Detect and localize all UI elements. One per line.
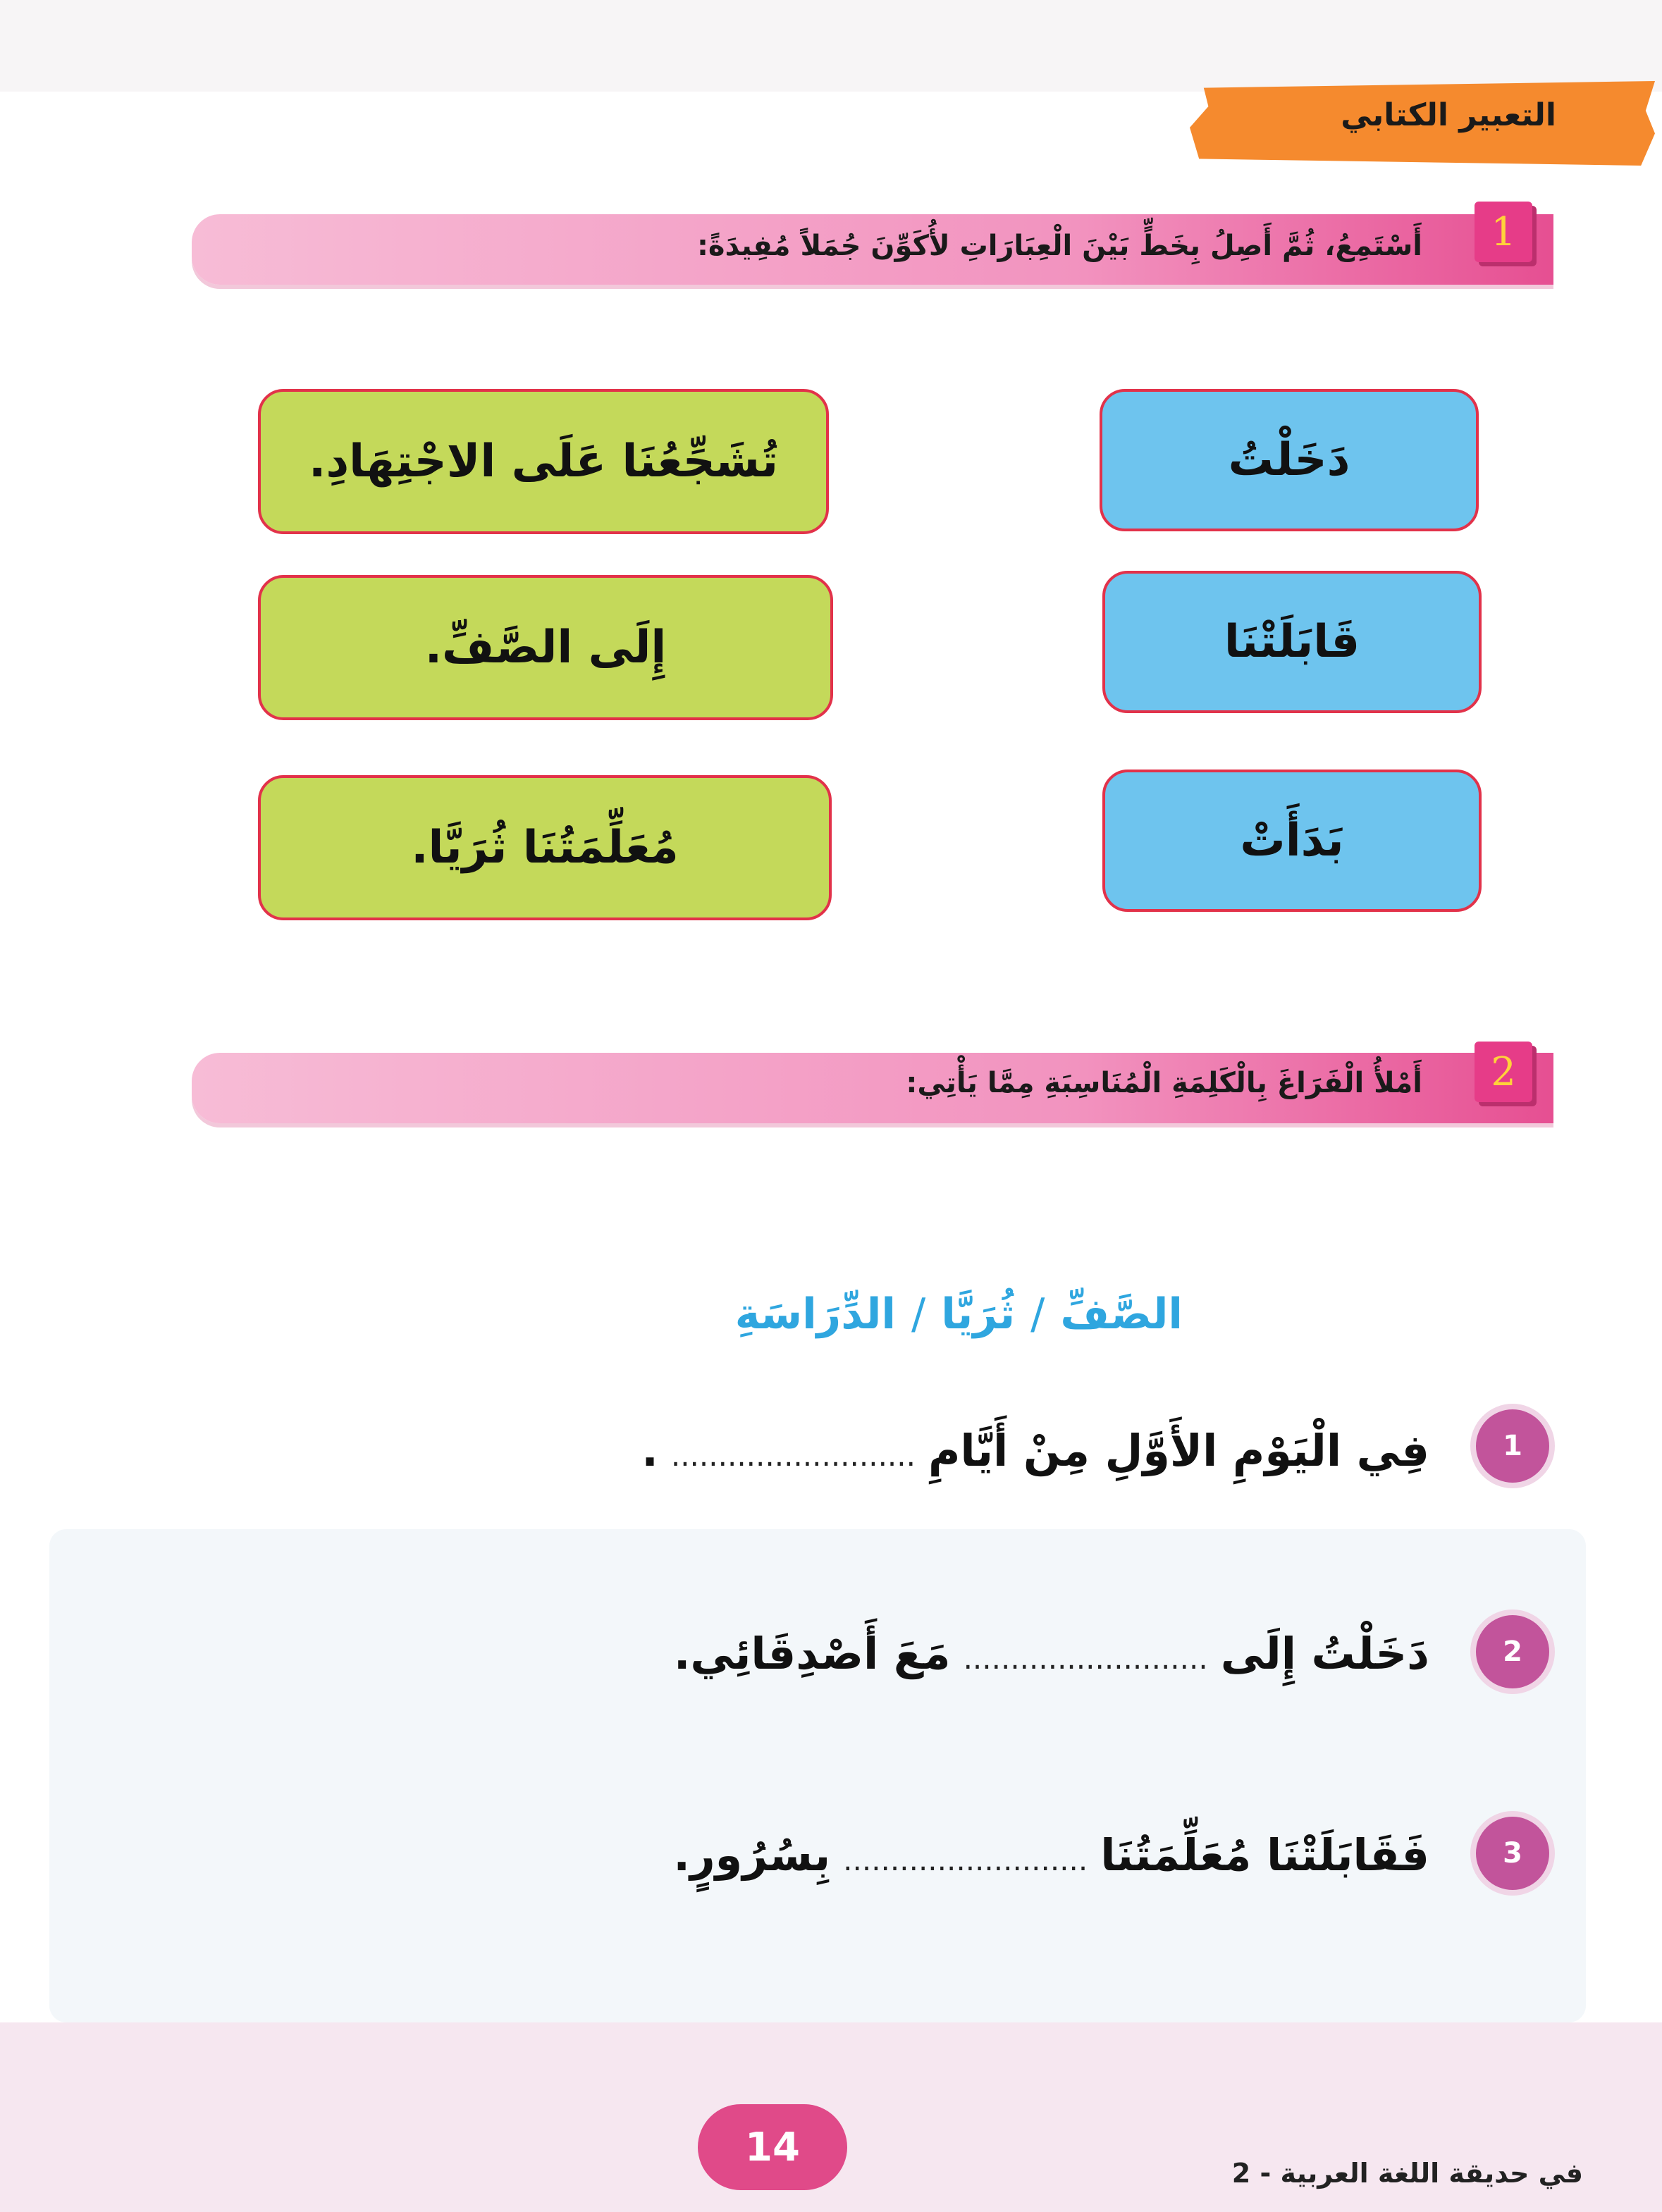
word-bank-word: ثُرَيَّا xyxy=(941,1290,1016,1339)
sentence-text: فِي الْيَوْمِ الأَوَّلِ مِنْ أَيَّامِ xyxy=(928,1425,1429,1476)
fill-blank-sentence xyxy=(674,1628,1429,1679)
question-2-number: 2 xyxy=(1475,1042,1532,1102)
page-number: 14 xyxy=(698,2104,847,2190)
word-bank-separator: / xyxy=(1030,1290,1045,1339)
match-left-item[interactable]: دَخَلْتُ xyxy=(1100,389,1479,531)
blank-line[interactable]: .......................... xyxy=(963,1641,1208,1676)
question-1-instruction: أَسْتَمِعُ، ثُمَّ أَصِلُ بِخَطٍّ بَيْنَ الْعِبَارَاتِ لأُكَوِّنَ جُمَلاً مُفِيدَةً: xyxy=(696,230,1422,262)
fill-blank-sentence xyxy=(641,1425,1429,1476)
section-title: التعبير الكتابي xyxy=(1341,97,1556,133)
match-left-item[interactable]: بَدَأَتْ xyxy=(1102,770,1482,912)
faint-background-panel xyxy=(49,1529,1586,2022)
sentence-number-badge: 2 xyxy=(1476,1615,1549,1688)
word-bank-word: الدِّرَاسَةِ xyxy=(734,1290,896,1339)
sentence-number-badge: 1 xyxy=(1476,1409,1549,1483)
sentence-text: مَعَ أَصْدِقَائِي. xyxy=(673,1628,951,1679)
match-right-item[interactable]: مُعَلِّمَتُنَا ثُرَيَّا. xyxy=(258,775,832,920)
word-bank-word: الصَّفِّ xyxy=(1060,1290,1183,1339)
match-right-item[interactable]: تُشَجِّعُنَا عَلَى الاجْتِهَادِ. xyxy=(258,389,829,534)
question-1-number: 1 xyxy=(1475,202,1532,262)
word-bank-separator: / xyxy=(911,1290,926,1339)
match-right-item[interactable]: إِلَى الصَّفِّ. xyxy=(258,575,833,720)
book-title: في حديقة اللغة العربية - 2 xyxy=(1231,2158,1583,2189)
sentence-text: بِسُرُورٍ. xyxy=(673,1829,831,1881)
word-bank xyxy=(735,1290,1183,1339)
blank-line[interactable]: .......................... xyxy=(843,1843,1088,1877)
sentence-text: . xyxy=(641,1425,658,1476)
match-left-item[interactable]: قَابَلَتْنَا xyxy=(1102,571,1482,713)
sentence-text: دَخَلْتُ إِلَى xyxy=(1220,1628,1429,1679)
sentence-number-badge: 3 xyxy=(1476,1817,1549,1890)
fill-blank-sentence xyxy=(673,1829,1429,1881)
question-2-instruction: أَمْلأُ الْفَرَاغَ بِالْكَلِمَةِ الْمُنَاسِبَةِ مِمَّا يَأْتِي: xyxy=(906,1067,1422,1099)
blank-line[interactable]: .......................... xyxy=(670,1438,916,1473)
sentence-text: فَقَابَلَتْنَا مُعَلِّمَتُنَا xyxy=(1100,1829,1429,1881)
